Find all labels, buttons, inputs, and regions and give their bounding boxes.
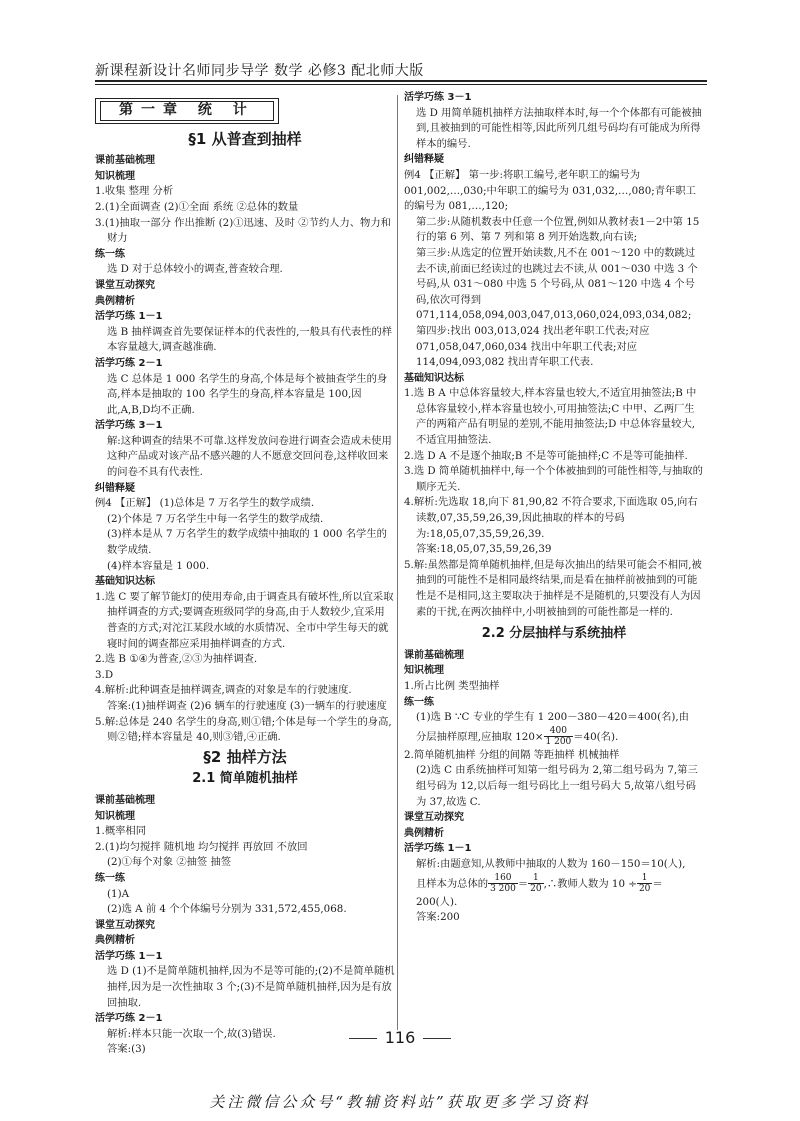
subheading: 练一练	[404, 696, 434, 708]
paragraph: 4.解析:先选取 18,向下 81,90,82 不符合要求,下面选取 05,向右读数,07,35,59,26,39,因此抽取的样本的号码为:18,05,07,35,59,26,39.	[404, 496, 698, 540]
paragraph: 解析:样本只能一次取一个,故(3)错误.	[107, 1027, 276, 1040]
paragraph: (2)选 C 由系统抽样可知第一组号码为 2,第二组号码为 7,第三组号码为 12,以后每一组号码比上一组号码大 5,故第八组号码为 37,故选 C.	[416, 764, 698, 808]
paragraph: 1.选 B A 中总体容量较大,样本容量也较大,不适宜用抽签法;B 中总体容量较小,样本容量也较小,可用抽签法;C 中甲、乙两厂生产的两箱产品有明显的差别,不能用抽签法;D 中总体容量较大,不适宜用抽签法.	[404, 387, 697, 447]
denominator: 20	[530, 884, 542, 894]
paragraph: 1.选 C 要了解节能灯的使用寿命,由于调查具有破坏性,所以宜采取抽样调查的方式;要调查班级同学的身高,由于人数较少,宜采用普查的方式;对沱江某段水域的水质情况、全市中学生每天的就寝时间的调查都应采用抽样调查的方式.	[95, 590, 394, 650]
numerator: 400	[544, 726, 574, 737]
paragraph: 例4 【正解】 (1)总体是 7 万名学生的数学成绩.	[95, 497, 315, 510]
paragraph: 1.收集 整理 分析	[95, 185, 174, 198]
paragraph: (1)选 B ∵C 专业的学生有 1 200－380－420＝400(名),由	[416, 711, 689, 724]
subheading: 练一练	[95, 248, 125, 260]
fraction	[637, 873, 652, 894]
running-header: 新课程新设计名师同步导学 数学 必修3 配北师大版	[95, 63, 424, 79]
denominator: 1 200	[545, 737, 572, 748]
page-number	[0, 1028, 800, 1047]
section-title: §1 从普查到抽样	[188, 129, 302, 148]
subheading: 知识梳理	[95, 810, 135, 822]
exercise-label: 活学巧练 3－1	[95, 420, 163, 432]
exercise-label: 活学巧练 1－1	[404, 843, 472, 855]
left-column	[95, 90, 395, 1058]
paragraph: 解析:由题意知,从教师中抽取的人数为 160－150＝10(人),	[416, 857, 686, 870]
paragraph: 5.解:总体是 240 名学生的身高,则①错;个体是每一个学生的身高,则②错;样本容量是 40,则③错,④正确.	[95, 715, 392, 744]
paragraph: (3)样本是从 7 万名学生的数学成绩中抽取的 1 000 名学生的数学成绩.	[107, 528, 387, 557]
text-run: ＝	[652, 877, 663, 890]
fraction	[528, 873, 543, 894]
chapter-title: 第一章 统 计	[100, 101, 274, 121]
paragraph: (2)选 A 前 4 个个体编号分别为 331,572,455,068.	[107, 903, 347, 916]
paragraph: 5.解:虽然都是简单随机抽样,但是每次抽出的结果可能会不相同,被抽到的可能性不是相同最终结果,而是看在抽样前被抽到的可能性是不是相同,这主要取决于抽样是不是随机的,只要没有人为因素的干扰,在两次抽样中,小明被抽到的可能性都是一样的.	[404, 558, 702, 618]
paragraph: (2)个体是 7 万名学生中每一名学生的数学成绩.	[107, 512, 324, 525]
text-run: ＝	[517, 877, 529, 890]
paragraph: 3.选 D 简单随机抽样中,每一个个体被抽到的可能性相等,与抽取的顺序无关.	[404, 465, 703, 493]
dash-left	[349, 1038, 377, 1039]
exercise-label: 活学巧练 1－1	[95, 950, 163, 962]
header-rule-thin	[95, 84, 707, 85]
text-run: ,∴教师人数为 10 ÷	[543, 877, 637, 890]
paragraph: 选 D 用简单随机抽样方法抽取样本时,每一个个体都有可能被抽到,且被抽到的可能性相等,因此所列几组号码均有可能成为所得样本的编号.	[416, 106, 702, 150]
paragraph: 1.所占比例 类型抽样	[404, 679, 500, 692]
paragraph: 3.(1)抽取一部分 作出推断 (2)①迅速、及时 ②节约人力、物力和财力	[95, 216, 391, 245]
paragraph: (4)样本容量是 1 000.	[107, 559, 210, 572]
paragraph: (2)①每个对象 ②抽签 抽签	[107, 856, 232, 869]
column-divider	[397, 95, 398, 1030]
text-run: 且样本为总体的	[416, 877, 489, 890]
heading: 课前基础梳理	[95, 155, 155, 167]
subheading: 纠错释疑	[95, 482, 135, 494]
paragraph: 例4 【正解】 第一步:将职工编号,老年职工的编号为 001,002,…,030;中年职工的编号为 031,032,…,080;青年职工的编号为 081,…,120;	[404, 168, 696, 213]
fraction	[544, 726, 574, 747]
exercise-label: 活学巧练 1－1	[95, 311, 163, 323]
heading: 课堂互动探究	[95, 279, 155, 291]
exercise-label: 活学巧练 2－1	[95, 1013, 163, 1025]
dash-right	[423, 1038, 451, 1039]
heading: 课前基础梳理	[95, 794, 155, 806]
subheading: 知识梳理	[404, 665, 444, 677]
numerator: 1	[528, 873, 543, 884]
exercise-label: 活学巧练 3－1	[404, 92, 472, 103]
subheading: 典例精析	[95, 935, 135, 947]
text-run: ＝40(名).	[573, 730, 619, 743]
paragraph: 4.解析:此种调查是抽样调查,调查的对象是车的行驶速度.	[95, 684, 352, 697]
heading: 课堂互动探究	[404, 812, 464, 824]
numerator: 1	[637, 873, 652, 884]
paragraph: 1.概率相同	[95, 825, 147, 838]
subheading: 基础知识达标	[95, 576, 155, 588]
heading: 课堂互动探究	[95, 919, 155, 931]
section-title: §2 抽样方法	[203, 747, 287, 766]
fraction	[488, 873, 518, 894]
subheading: 练一练	[95, 872, 125, 884]
chapter-banner	[95, 98, 279, 124]
numerator: 160	[488, 873, 518, 884]
subsection-title: 2.2 分层抽样与系统抽样	[481, 626, 627, 642]
subsection-title: 2.1 简单随机抽样	[192, 771, 298, 787]
answer: 答案:(1)抽样调查 (2)6 辆车的行驶速度 (3)一辆车的行驶速度	[107, 699, 387, 712]
page-number-value: 116	[384, 1028, 416, 1047]
paragraph: 第三步:从选定的位置开始读数,凡不在 001～120 中的数跳过去不读,前面已经读过的也跳过去不读,从 001～030 中选 3 个号码,从 031～080 中选 5 个号码,从 081～120 中选 4 个号码,依次可得到 071,114,058,094,003,047,013,060,024,093,034,082;	[416, 246, 698, 322]
paragraph: 2.(1)全面调查 (2)①全面 系统 ②总体的数量	[95, 200, 299, 213]
answer: 答案:18,05,07,35,59,26,39	[416, 543, 552, 556]
paragraph: 第四步:找出 003,013,024 找出老年职工代表;对应 071,058,047,060,034 找出中年职工代表;对应 114,094,093,082 找出青年职工代表.	[416, 324, 650, 369]
paragraph: 选 D (1)不是简单随机抽样,因为不是等可能的;(2)不是简单随机抽样,因为是一次性抽取 3 个;(3)不是简单随机抽样,因为是有放回抽取.	[107, 965, 395, 1009]
paragraph: 200(人).	[416, 895, 458, 908]
paragraph: 2.(1)均匀搅拌 随机地 均匀搅拌 再放回 不放回	[95, 840, 308, 853]
paragraph: 解:这种调查的结果不可靠.这样发放问卷进行调查会造成未使用这种产品或对该产品不感兴趣的人不愿意交回问卷,这样收回来的问卷不具有代表性.	[107, 434, 392, 479]
paragraph: 2.选 D A 不是逐个抽取;B 不是等可能抽样;C 不是等可能抽样.	[404, 449, 688, 462]
subheading: 基础知识达标	[404, 372, 464, 384]
paragraph: 3.D	[95, 668, 114, 681]
subheading: 典例精析	[95, 295, 135, 307]
paragraph: 选 C 总体是 1 000 名学生的身高,个体是每个被抽查学生的身高,样本是抽取的 100 名学生的身高,样本容量是 100,因此,A,B,D均不正确.	[107, 372, 388, 416]
fraction-line	[404, 873, 704, 895]
fraction-line	[404, 726, 704, 748]
paragraph: 第二步:从随机数表中任意一个位置,例如从教材表1－2中第 15 行的第 6 列、第 7 列和第 8 列开始选数,向右读;	[416, 215, 700, 244]
right-column	[404, 90, 704, 926]
subheading: 纠错释疑	[404, 154, 444, 166]
paragraph: 选 D 对于总体较小的调查,普查较合理.	[107, 263, 283, 276]
heading: 课前基础梳理	[404, 649, 464, 661]
paragraph: (1)A	[107, 887, 130, 900]
exercise-label: 活学巧练 2－1	[95, 357, 163, 369]
denominator: 20	[638, 884, 651, 894]
footer-note: 关注微信公众号“教辅资料站”获取更多学习资料	[209, 1093, 591, 1111]
paragraph: 2.简单随机抽样 分组的间隔 等距抽样 机械抽样	[404, 748, 620, 761]
subheading: 典例精析	[404, 827, 444, 839]
paragraph: 2.选 B ①④为普查,②③为抽样调查.	[95, 653, 258, 666]
denominator: 3 200	[490, 884, 516, 894]
answer: 答案:(3)	[107, 1043, 146, 1056]
header-rule	[95, 80, 707, 82]
subheading: 知识梳理	[95, 170, 135, 182]
paragraph: 选 B 抽样调查首先要保证样本的代表性的,一般具有代表性的样本容量越大,调查越准确.	[107, 325, 393, 354]
answer: 答案:200	[416, 911, 460, 924]
text-run: 分层抽样原理,应抽取 120×	[416, 730, 544, 743]
